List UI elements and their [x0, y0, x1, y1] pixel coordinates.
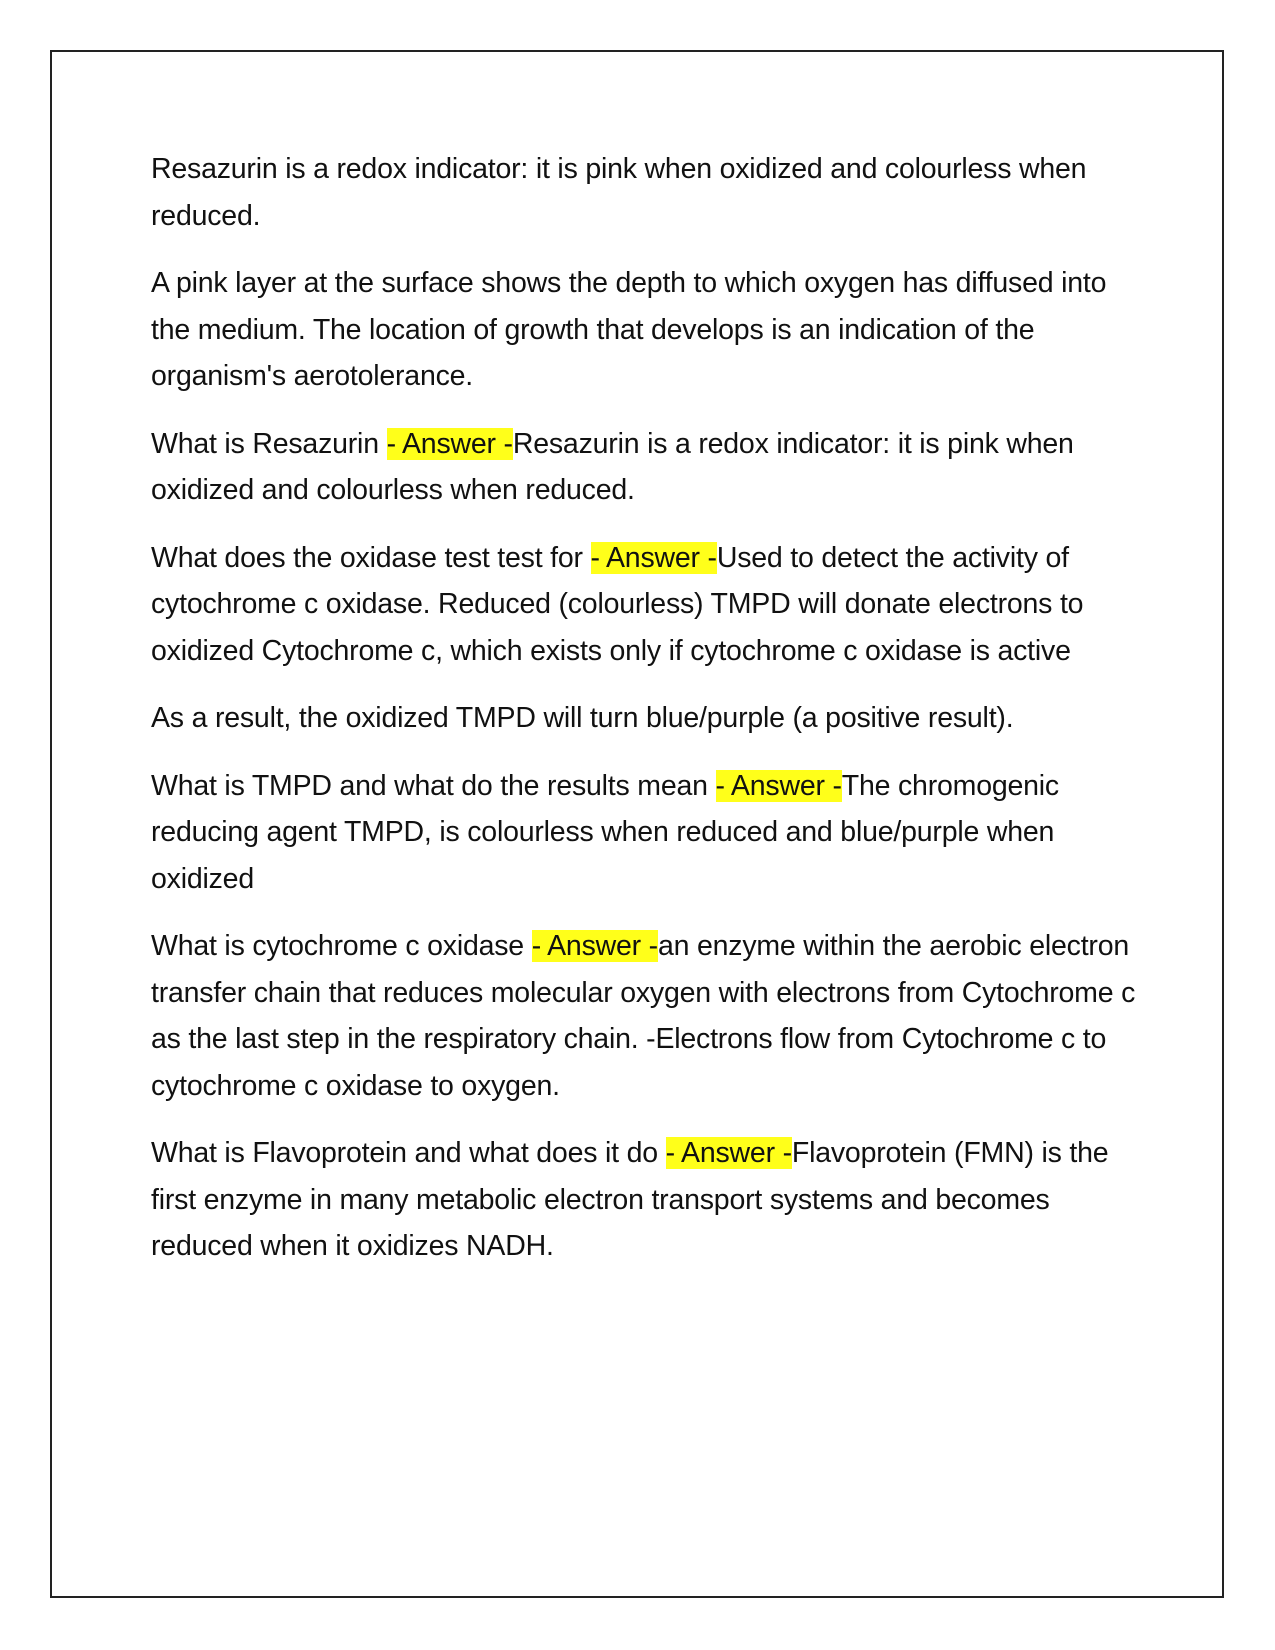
question-text: What does the oxidase test test for	[151, 541, 591, 574]
document-body	[151, 146, 1141, 1291]
answer-marker: - Answer -	[590, 541, 717, 574]
paragraph-resazurin-definition	[151, 146, 1141, 239]
answer-marker: - Answer -	[531, 930, 658, 962]
question-text: What is Flavoprotein and what does it do	[151, 1137, 666, 1169]
answer-marker: - Answer -	[386, 427, 513, 460]
qa-flavoprotein	[151, 1130, 1141, 1270]
question-text: What is Resazurin	[151, 427, 387, 460]
qa-oxidase-test	[151, 535, 1141, 675]
paragraph-text: A pink layer at the surface shows the depth to which oxygen has diffused into the medium. The location of growth that develops is an indication of the organism's aerotolerance.	[151, 267, 1107, 392]
paragraph-oxidized-tmpd-result	[151, 695, 1141, 742]
answer-text: an enzyme within the aerobic electron transfer chain that reduces molecular oxygen with electrons from Cytochrome c as the last step in the respiratory chain. -Electrons flow from Cytochrome c to cytochrome c oxidase to oxygen.	[151, 930, 1136, 1102]
answer-text: Resazurin is a redox indicator: it is pink when oxidized and colourless when reduced.	[151, 427, 1074, 506]
question-text: What is cytochrome c oxidase	[151, 930, 532, 962]
qa-resazurin	[151, 421, 1141, 514]
qa-tmpd	[151, 763, 1141, 903]
answer-marker: - Answer -	[715, 769, 842, 802]
qa-cytochrome-c-oxidase	[151, 923, 1141, 1109]
paragraph-text: As a result, the oxidized TMPD will turn blue/purple (a positive result).	[151, 702, 1014, 734]
answer-marker: - Answer -	[665, 1137, 792, 1169]
paragraph-text: Resazurin is a redox indicator: it is pink when oxidized and colourless when reduced.	[151, 153, 1087, 232]
answer-text: Flavoprotein (FMN) is the first enzyme in many metabolic electron transport systems and becomes reduced when it oxidizes NADH.	[151, 1137, 1109, 1262]
question-text: What is TMPD and what do the results mean	[151, 769, 716, 802]
answer-text: Used to detect the activity of cytochrome c oxidase. Reduced (colourless) TMPD will donate electrons to oxidized Cytochrome c, which exists only if cytochrome c oxidase is active	[151, 541, 1084, 667]
answer-text: The chromogenic reducing agent TMPD, is colourless when reduced and blue/purple when oxidized	[151, 769, 1059, 895]
paragraph-pink-layer	[151, 260, 1141, 400]
